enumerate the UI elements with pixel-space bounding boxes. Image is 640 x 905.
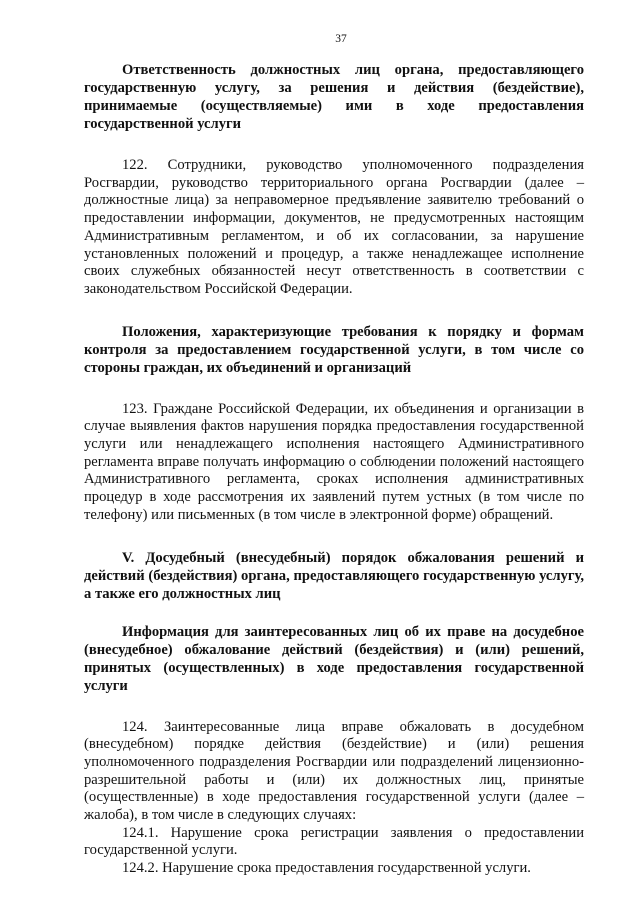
paragraph-123: 123. Граждане Российской Федерации, их объединения и организации в случае выявления фактов нарушения порядка предоставления государственной услуги или ненадлежащего исполнения настоящего Административного регламента вправе получать информацию о соблюдении положений настоящего Административного регламента, сроках исполнения административных процедур в ходе рассмотрения их заявлений путем устных (в том числе по телефону) или письменных (в том числе в электронной форме) обращений. <box>84 400 584 523</box>
paragraph-124-2: 124.2. Нарушение срока предоставления государственной услуги. <box>122 860 531 877</box>
page-number: 37 <box>335 33 347 45</box>
paragraph-124-1: 124.1. Нарушение срока регистрации заявления о предоставлении государственной услуги. <box>84 824 584 859</box>
section-heading-officials-responsibility: Ответственность должностных лиц органа, предоставляющего государственную услугу, за решения и действия (бездействие), принимаемые (осуществляемые) ими в ходе предоставления государственной услуги <box>84 62 584 132</box>
section-heading-appeal-information: Информация для заинтересованных лиц об их праве на досудебное (внесудебное) обжалование действий (бездействия) и (или) решений, принятых (осуществленных) в ходе предоставления государственной услуги <box>84 623 584 694</box>
paragraph-124: 124. Заинтересованные лица вправе обжаловать в досудебном (внесудебном) порядке действия (бездействие) и (или) решения уполномоченного подразделения Росгвардии или подразделений лицензионно-разрешительной работы и (или) их должностных лиц, принятые (осуществленные) в ходе предоставления государственной услуги (далее – жалоба), в том числе в следующих случаях: <box>84 718 584 824</box>
chapter-heading-appeal-procedure: V. Досудебный (внесудебный) порядок обжалования решений и действий (бездействия) органа, предоставляющего государственную услугу, а также его должностных лиц <box>84 549 584 602</box>
paragraph-122: 122. Сотрудники, руководство уполномоченного подразделения Росгвардии, руководство территориального органа Росгвардии (далее – должностные лица) за неправомерное предъявление заявителю требований о предоставлении информации, документов, не предусмотренных настоящим Административным регламентом, и об их согласовании, за нарушение установленных положений и процедур, а также ненадлежащее исполнение своих служебных обязанностей несут ответственность в соответствии с законодательством Российской Федерации. <box>84 157 584 297</box>
section-heading-control-requirements: Положения, характеризующие требования к порядку и формам контроля за предоставлением государственной услуги, в том числе со стороны граждан, их объединений и организаций <box>84 323 584 376</box>
